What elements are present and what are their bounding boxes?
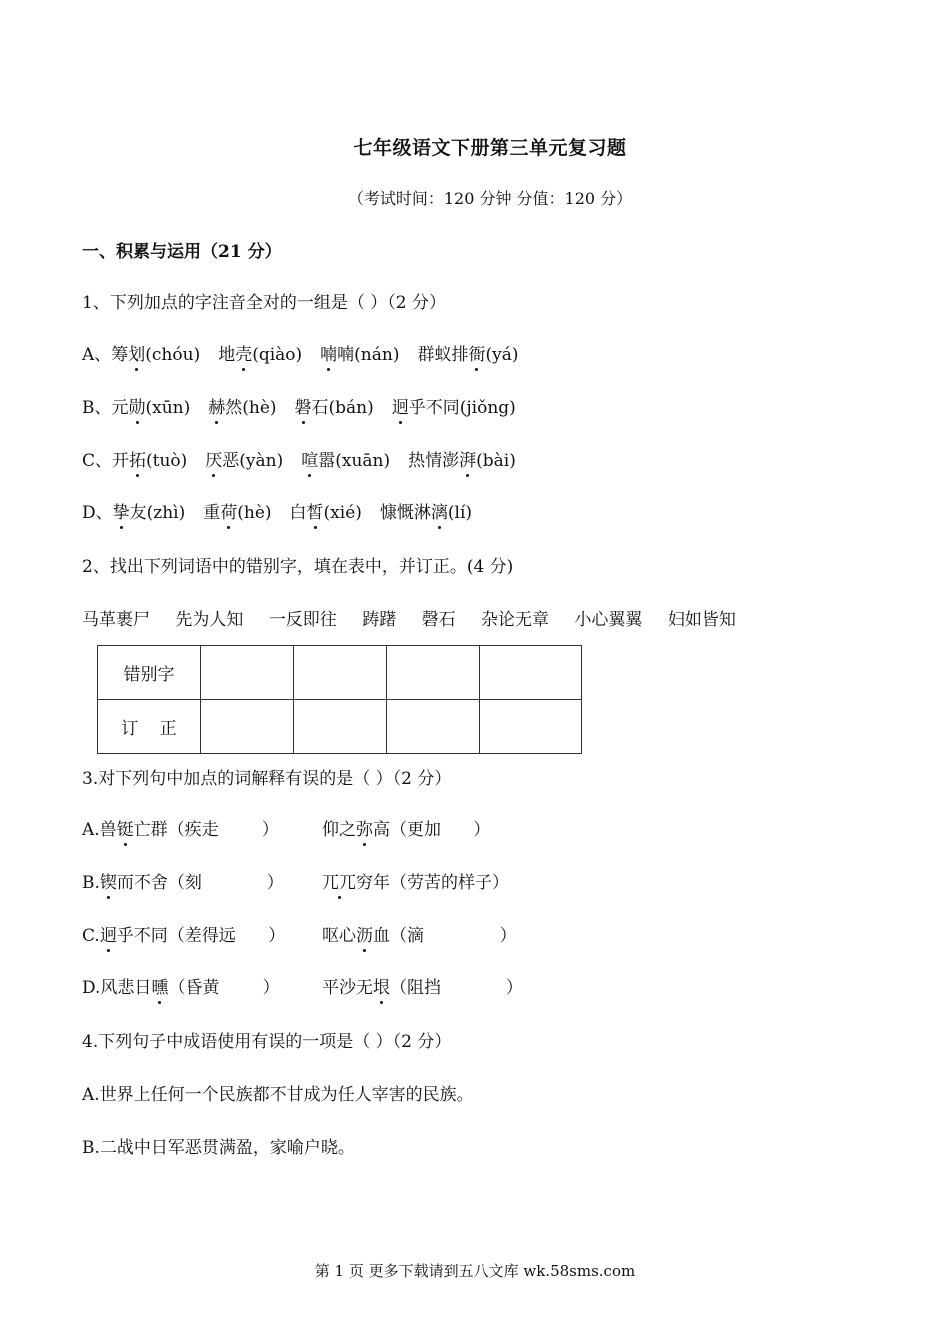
word-item: 杂论无章: [481, 610, 550, 630]
option-item: 群蚁排衙(yá): [417, 345, 519, 365]
page-footer: 第 1 页 更多下载请到五八文库 wk.58sms.com: [314, 1262, 636, 1280]
answer-cell[interactable]: [294, 646, 387, 700]
option-label: B、: [82, 398, 112, 418]
word-item: 先为人知: [175, 610, 244, 630]
q1-option-b: [82, 396, 534, 420]
option-text: 仰之弥高（更加 ）: [322, 820, 491, 840]
option-label: C、: [82, 451, 113, 471]
option-item: 赫然(hè): [208, 398, 277, 418]
option-item: 筹划(chóu): [111, 345, 201, 365]
option-item: 慷慨淋漓(lí): [379, 503, 473, 523]
row-header-wrong-chars: 错别字: [98, 646, 201, 700]
answer-cell[interactable]: [201, 700, 294, 754]
option-label: D、: [82, 503, 113, 523]
word-item: 一反即往: [268, 610, 337, 630]
option-text: D.风悲日曛（昏黄 ）: [82, 978, 280, 998]
q3-option-d: [82, 976, 523, 1000]
option-item: 热情澎湃(bài): [408, 451, 516, 471]
q1-option-d: [82, 501, 490, 525]
answer-cell[interactable]: [201, 646, 294, 700]
page-title: 七年级语文下册第三单元复习题: [353, 137, 627, 159]
option-item: 喧嚣(xuān): [301, 451, 391, 471]
option-item: 重荷(hè): [203, 503, 272, 523]
answer-cell[interactable]: [387, 700, 480, 754]
word-item: 马革裹尸: [82, 610, 150, 630]
q3-option-a: [82, 818, 491, 842]
question-2-stem: 2、找出下列词语中的错别字，填在表中，并订正。(4 分): [82, 557, 514, 577]
option-item: 元勋(xūn): [111, 398, 191, 418]
option-label: A、: [82, 345, 112, 365]
option-text: 平沙无垠（阻挡 ）: [322, 978, 523, 998]
option-item: 磐石(bán): [294, 398, 374, 418]
word-item: 磬石: [421, 610, 456, 630]
table-row: [98, 700, 582, 754]
option-item: 地壳(qiào): [218, 345, 303, 365]
section-heading: 一、积累与运用（21 分）: [82, 242, 282, 262]
word-item: 踌躇: [362, 610, 397, 630]
q1-option-a: [82, 343, 537, 367]
option-item: 开拓(tuò): [112, 451, 188, 471]
option-item: 白皙(xié): [289, 503, 362, 523]
question-1-stem: 1、下列加点的字注音全对的一组是（ ）（2 分）: [82, 293, 446, 313]
q1-option-c: [82, 449, 534, 473]
table-row: [98, 646, 582, 700]
q3-option-c: [82, 924, 517, 948]
answer-cell[interactable]: [480, 646, 582, 700]
q4-option-b: B.二战中日军恶贯满盈，家喻户晓。: [82, 1138, 355, 1158]
question-4-stem: 4.下列句子中成语使用有误的一项是（ ）（2 分）: [82, 1032, 452, 1052]
question-3-stem: 3.对下列句中加点的词解释有误的是（ ）（2 分）: [82, 769, 452, 789]
word-item: 妇如皆知: [667, 610, 736, 630]
option-item: 迥乎不同(jiǒng): [391, 398, 516, 418]
option-text: C.迥乎不同（差得远 ）: [82, 926, 286, 946]
answer-cell[interactable]: [480, 700, 582, 754]
q3-option-b: [82, 871, 509, 895]
option-item: 挚友(zhì): [112, 503, 186, 523]
word-list: [82, 608, 756, 632]
answer-cell[interactable]: [294, 700, 387, 754]
option-text: A.兽铤亡群（疾走 ）: [82, 820, 279, 840]
option-item: 厌恶(yàn): [205, 451, 284, 471]
q4-option-a: A.世界上任何一个民族都不甘成为任人宰害的民族。: [82, 1085, 474, 1105]
option-text: B.锲而不舍（刻 ）: [82, 873, 284, 893]
option-text: 呕心沥血（滴 ）: [322, 926, 517, 946]
answer-table: [97, 645, 582, 754]
exam-info: （考试时间：120 分钟 分值：120 分）: [347, 189, 633, 208]
answer-cell[interactable]: [387, 646, 480, 700]
word-item: 小心翼翼: [574, 610, 643, 630]
option-item: 喃喃(nán): [320, 345, 400, 365]
option-text: 兀兀穷年（劳苦的样子）: [322, 873, 509, 893]
row-header-correction: 订 正: [98, 700, 201, 754]
